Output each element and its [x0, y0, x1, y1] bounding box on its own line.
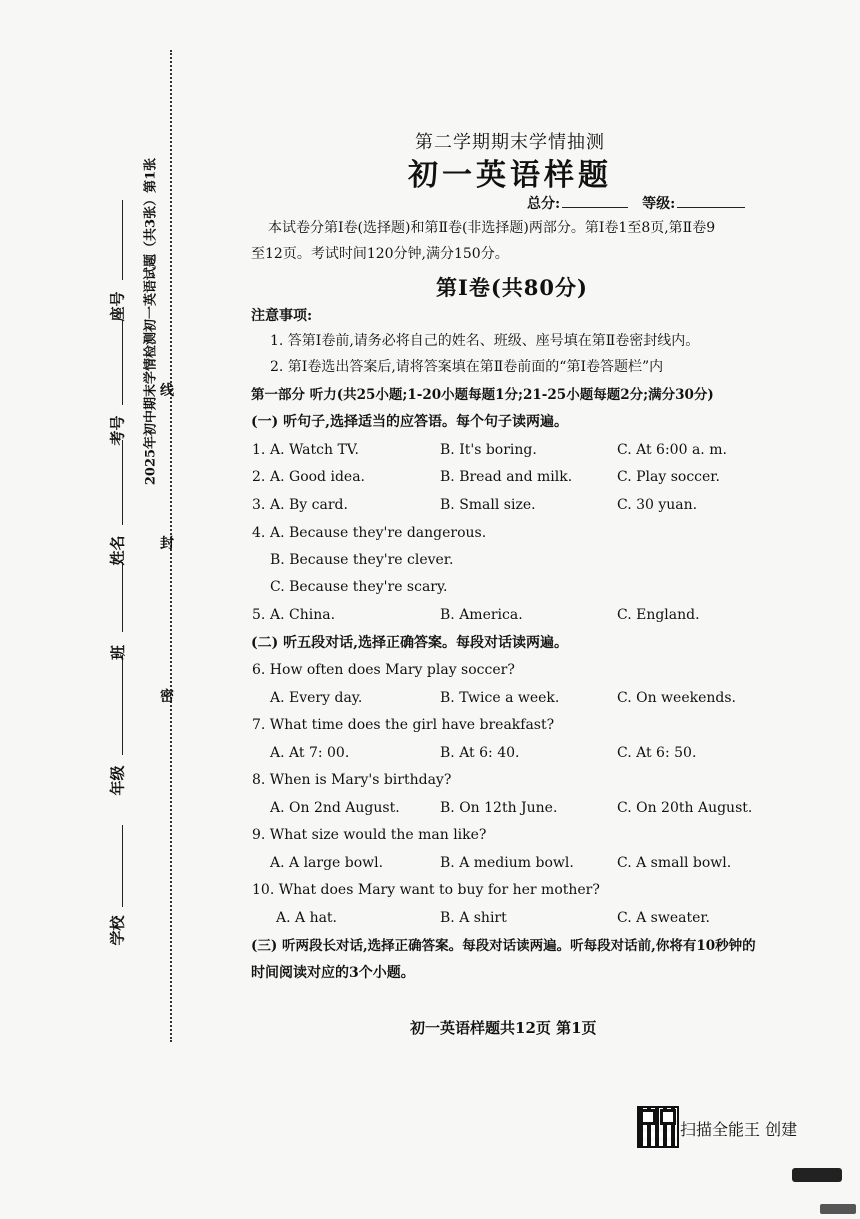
- option-b: B. On 12th June.: [440, 800, 558, 816]
- option-b: B. America.: [440, 607, 523, 623]
- question-4: [252, 523, 812, 543]
- notes-item-1: 1. 答第Ⅰ卷前,请务必将自己的姓名、班级、座号填在第Ⅱ卷密封线内。: [270, 333, 700, 349]
- question-10-options: [252, 908, 812, 928]
- option-b: B. A shirt: [440, 910, 507, 926]
- option-c: C. 30 yuan.: [617, 497, 698, 513]
- question-6-stem: 6. How often does Mary play soccer?: [252, 662, 515, 678]
- class-label: 班: [109, 644, 128, 661]
- scanner-logo-icon: [792, 1168, 842, 1182]
- cut-mark-mi: 密: [160, 689, 174, 705]
- option-a: A. On 2nd August.: [270, 800, 400, 816]
- seat-field-line: [122, 200, 123, 280]
- question-8-stem: 8. When is Mary's birthday?: [252, 772, 452, 788]
- option-c: C. On 20th August.: [617, 800, 753, 816]
- question-8-options: [252, 798, 812, 818]
- option-c: C. A sweater.: [617, 910, 710, 926]
- notes-item-2: 2. 第Ⅰ卷选出答案后,请将答案填在第Ⅱ卷前面的“第Ⅰ卷答题栏”内: [270, 359, 664, 375]
- option-b: B. At 6: 40.: [440, 745, 520, 761]
- question-6-options: [252, 688, 812, 708]
- part1-sub3-line-2: 时间阅读对应的3个小题。: [251, 965, 415, 981]
- class-field-line: [122, 562, 123, 632]
- grade-level-label: 等级:: [642, 196, 676, 212]
- option-c: C. At 6: 50.: [617, 745, 697, 761]
- name-label: 姓名: [108, 535, 127, 566]
- question-number: 3.: [252, 497, 266, 513]
- part1-sub2: (二) 听五段对话,选择正确答案。每段对话读两遍。: [251, 635, 568, 651]
- part1-heading: 第一部分 听力(共25小题;1-20小题每题1分;21-25小题每题2分;满分30分): [251, 387, 714, 403]
- exam-no-label: 考号: [108, 415, 127, 446]
- question-number: 2.: [252, 469, 266, 485]
- option-a: A. Because they're dangerous.: [270, 525, 487, 541]
- section-title: 第Ⅰ卷(共80分): [436, 275, 588, 300]
- option-c: C. A small bowl.: [617, 855, 732, 871]
- question-7-options: [252, 743, 812, 763]
- option-a: A. A hat.: [276, 910, 338, 926]
- total-score-blank: [562, 195, 628, 208]
- notes-heading: 注意事项:: [251, 308, 313, 324]
- exam-title: 初一英语样题: [408, 158, 612, 193]
- school-field-line: [122, 825, 123, 907]
- option-b: B. It's boring.: [440, 442, 537, 458]
- score-row: [527, 193, 745, 213]
- name-field-line: [122, 440, 123, 525]
- exam-subtitle: 第二学期期末学情抽测: [415, 132, 605, 153]
- question-4-option-c: C. Because they're scary.: [270, 579, 448, 595]
- total-score-label: 总分:: [527, 196, 561, 212]
- question-3: [252, 495, 812, 515]
- intro-line-2: 至12页。考试时间120分钟,满分150分。: [251, 246, 509, 262]
- option-a: A. Watch TV.: [270, 442, 359, 458]
- question-10-stem: 10. What does Mary want to buy for her mother?: [252, 882, 600, 898]
- question-5: [252, 605, 812, 625]
- intro-line-1: 本试卷分第Ⅰ卷(选择题)和第Ⅱ卷(非选择题)两部分。第Ⅰ卷1至8页,第Ⅱ卷9: [268, 220, 716, 236]
- grade-label: 年级: [108, 765, 127, 796]
- scanner-small-logo-icon: [820, 1204, 856, 1214]
- question-number: 5.: [252, 607, 266, 623]
- option-c: C. England.: [617, 607, 700, 623]
- grade-field-line: [122, 655, 123, 755]
- question-9-options: [252, 853, 812, 873]
- option-a: A. A large bowl.: [270, 855, 384, 871]
- page-footer: 初一英语样题共12页 第1页: [410, 1019, 597, 1037]
- option-a: A. By card.: [270, 497, 348, 513]
- exam-page: 线 封 密 2025年初中期末学情检测初一英语试题（共3张）第1张 学校 年级 班 姓名 考号 座号 第二学期期末学情抽测 初一英语样题 总分: 等级: 本试卷分第Ⅰ卷(选择题)和第Ⅱ卷(非选择题)两部分。第Ⅰ卷1至8页,第Ⅱ卷9 至12页。考试时间120分钟,满分150分。 第Ⅰ卷(共80分) 注意事项: 1. 答第Ⅰ卷前,请务必将自己的姓名、班级、座号填在第Ⅱ卷密封线内。 2. 第Ⅰ卷选出答案后,请将答案填在第Ⅱ卷前面的“第Ⅰ卷答题栏”内 第一部分 听力(共25小题;1-20小题每题1分;21-25小题每题2分;满分30分) (一) 听句子,选择适当的应答语。每个句子读两遍。 1. A. Watch TV. B. It's boring. C. At 6:00 a. m. 2. A. Good idea. B. Bread and milk. C. Play soccer. 3. A. By card. B. Small size. C. 30 yuan. 4. A. Because they're dangerous. B. Because they're clever. C. Because they're scary. 5. A. China. B. America. C. England. (二) 听五段对话,选择正确答案。每段对话读两遍。 6. How often does Mary play soccer? A. Every day. B. Twice a week. C. On weekends. 7. What time does the girl have breakfast? A. At 7: 00. B. At 6: 40. C. At 6: 50. 8. When is Mary's birthday? A. On 2nd August. B. On 12th June. C. On 20th August. 9. What size would the man like? A. A large bowl. B. A medium bowl. C. A small bowl. 10. What does Mary want to buy for her mother? A. A hat. B. A shirt C. A sweater. (三) 听两段长对话,选择正确答案。每段对话读两遍。听每段对话前,你将有10秒钟的 时间阅读对应的3个小题。 初一英语样题共12页 第1页 扫描全能王 创建: [0, 0, 860, 1219]
- cut-mark-feng: 封: [160, 536, 174, 552]
- exam-no-field-line: [122, 320, 123, 405]
- option-b: B. Bread and milk.: [440, 469, 573, 485]
- option-b: B. A medium bowl.: [440, 855, 574, 871]
- option-a: A. Good idea.: [270, 469, 365, 485]
- question-1: [252, 440, 812, 460]
- option-b: B. Small size.: [440, 497, 536, 513]
- school-label: 学校: [108, 915, 127, 946]
- option-c: C. Play soccer.: [617, 469, 720, 485]
- option-a: A. China.: [270, 607, 336, 623]
- question-number: 4.: [252, 525, 266, 541]
- part1-sub3-line-1: (三) 听两段长对话,选择正确答案。每段对话读两遍。听每段对话前,你将有10秒钟的: [251, 938, 756, 954]
- question-number: 1.: [252, 442, 266, 458]
- scanner-brand-text: 扫描全能王 创建: [680, 1120, 798, 1139]
- question-4-option-b: B. Because they're clever.: [270, 552, 454, 568]
- question-2: [252, 467, 812, 487]
- grade-level-blank: [677, 195, 745, 208]
- option-c: C. On weekends.: [617, 690, 736, 706]
- seat-label: 座号: [108, 291, 127, 322]
- option-b: B. Twice a week.: [440, 690, 560, 706]
- question-9-stem: 9. What size would the man like?: [252, 827, 487, 843]
- option-a: A. Every day.: [270, 690, 363, 706]
- qr-code-icon: [637, 1106, 679, 1148]
- option-c: C. At 6:00 a. m.: [617, 442, 727, 458]
- option-a: A. At 7: 00.: [270, 745, 350, 761]
- cut-mark-xian: 线: [160, 383, 174, 399]
- part1-sub1: (一) 听句子,选择适当的应答语。每个句子读两遍。: [251, 414, 568, 430]
- question-7-stem: 7. What time does the girl have breakfast?: [252, 717, 555, 733]
